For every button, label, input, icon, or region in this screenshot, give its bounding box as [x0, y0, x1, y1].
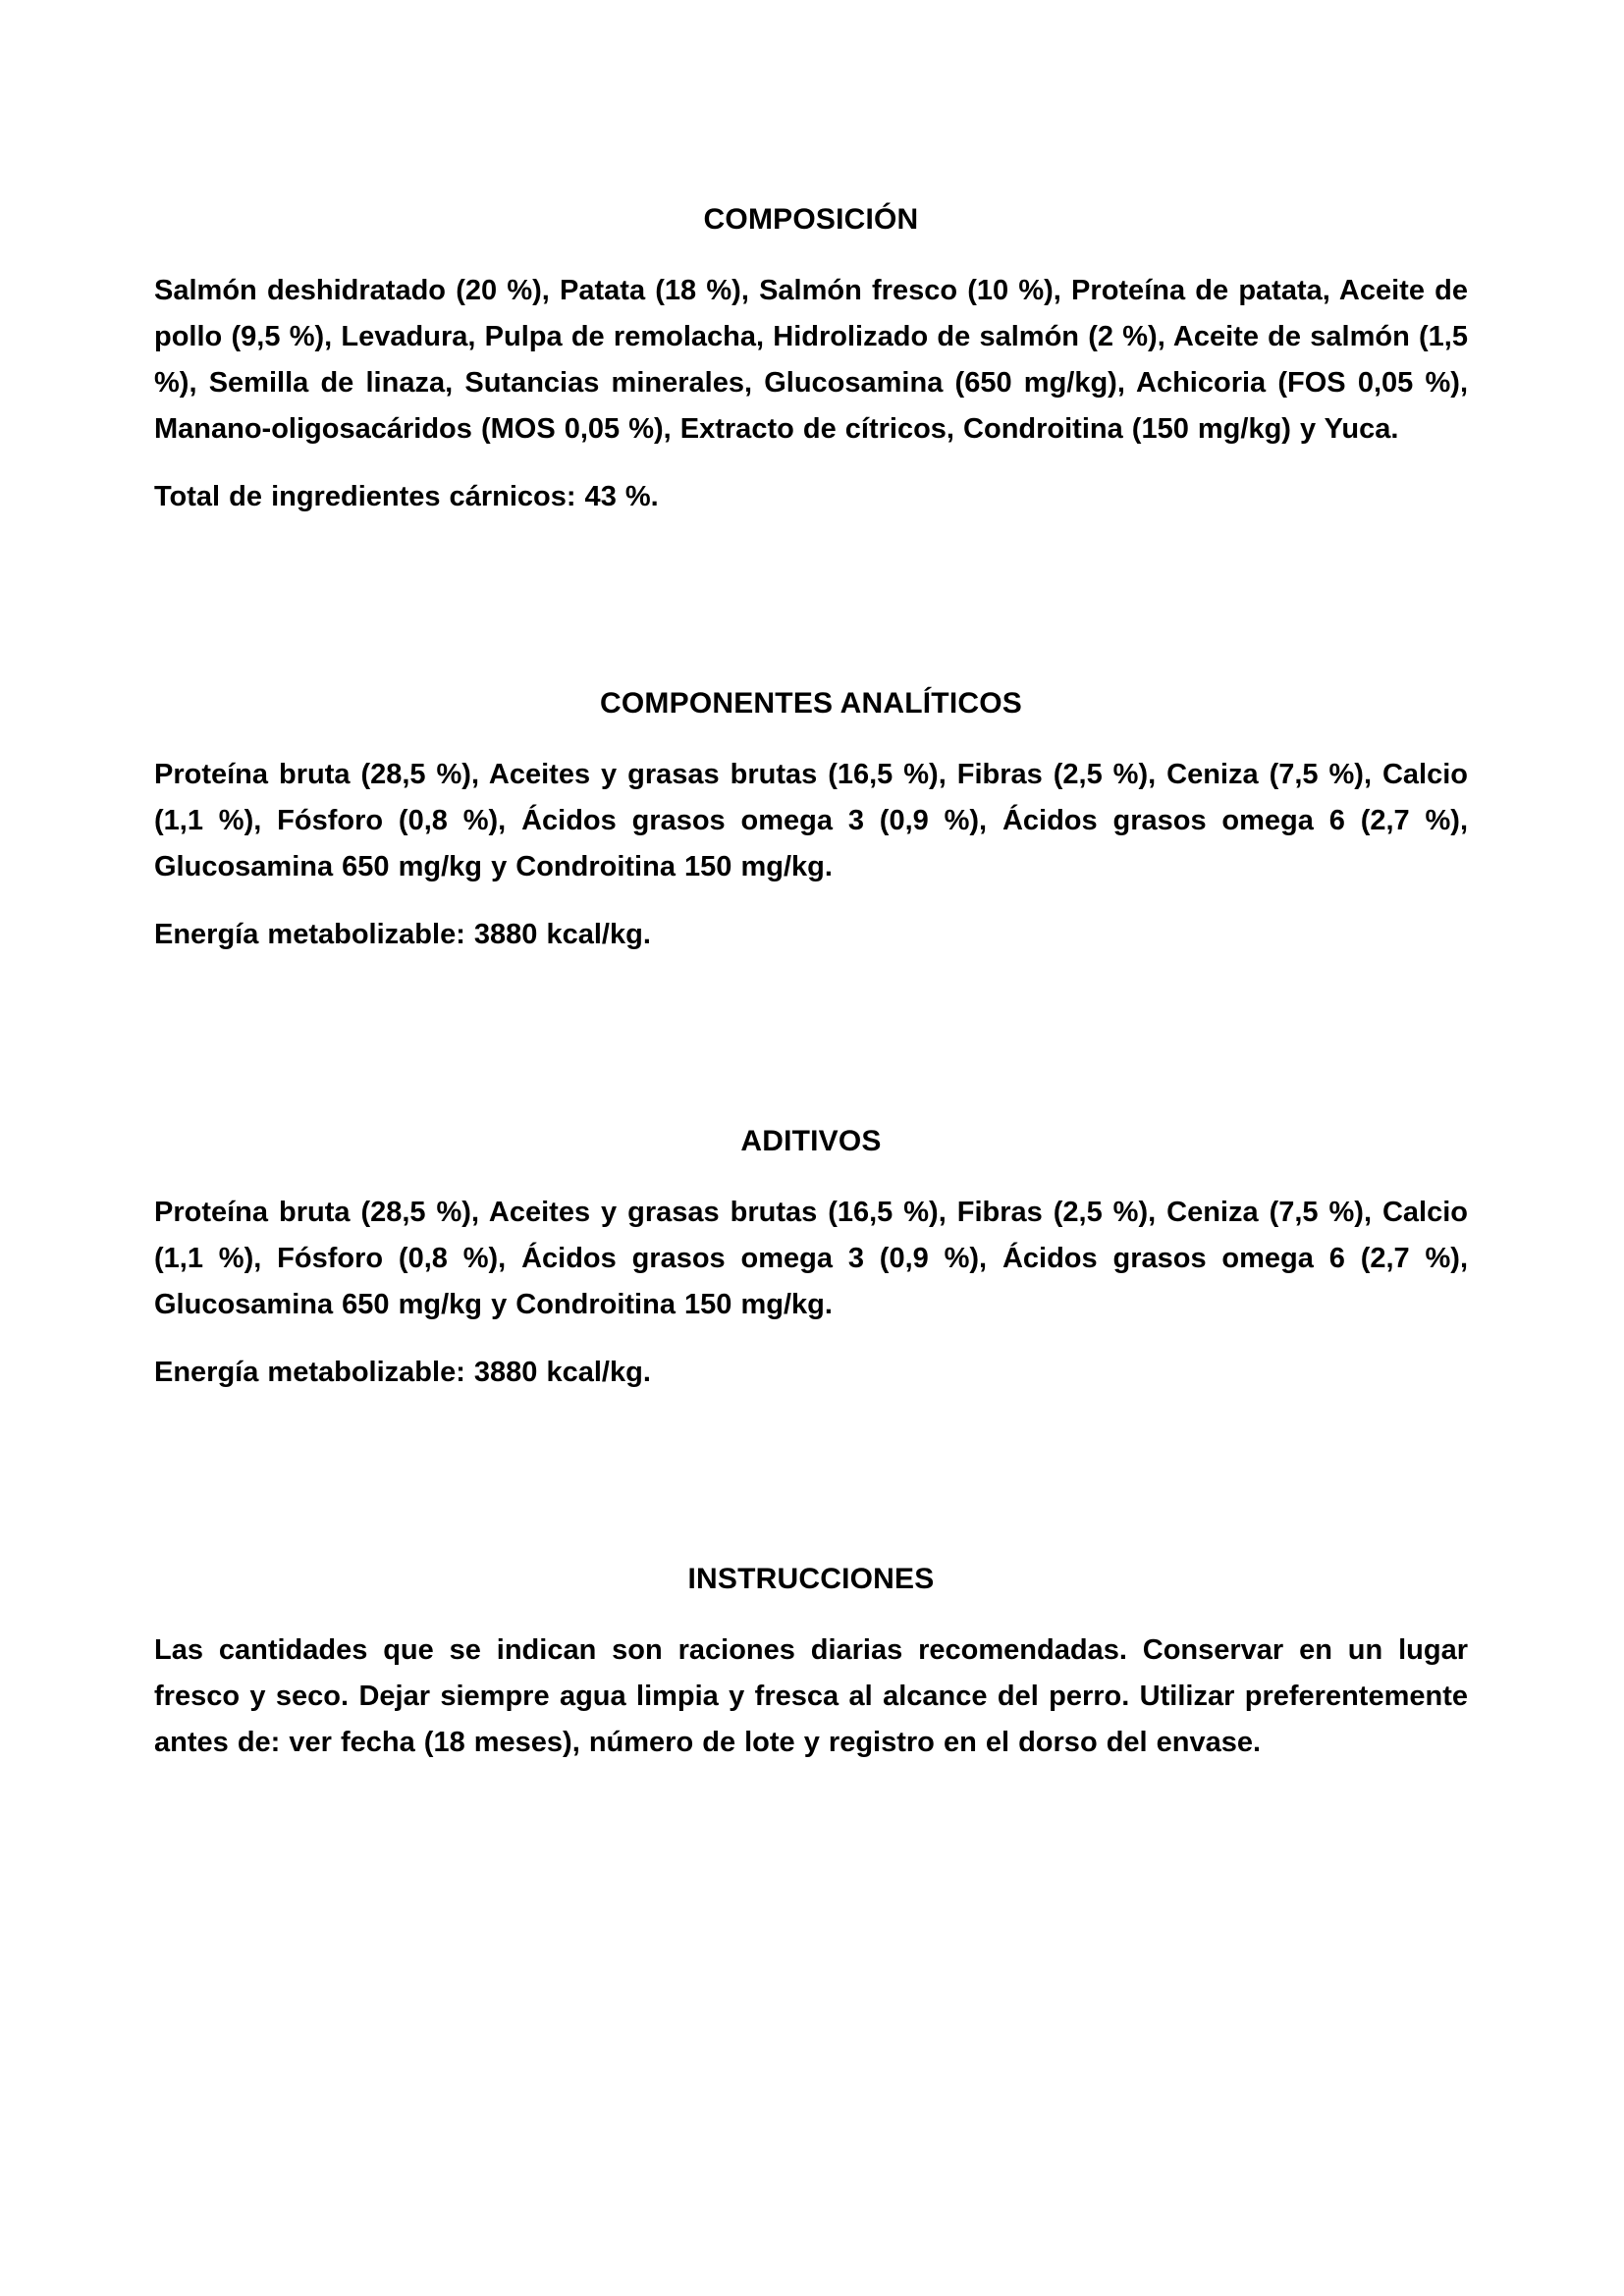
section-aditivos — [154, 1118, 1468, 1396]
section-heading-aditivos: ADITIVOS — [740, 1125, 882, 1157]
section-heading-instrucciones: INSTRUCCIONES — [687, 1563, 935, 1595]
componentes-analiticos-paragraph: Proteína bruta (28,5 %), Aceites y grasas brutas (16,5 %), Fibras (2,5 %), Ceniza (7,5 %), Calcio (1,1 %), Fósforo (0,8 %), Ácidos grasos omega 3 (0,9 %), Ácidos grasos omega 6 (2,7 %), Glucosamina 650 mg/kg y Condroitina 150 mg/kg. — [154, 759, 1468, 882]
composicion-total-carnicos-paragraph: Total de ingredientes cárnicos: 43 %. — [154, 481, 659, 512]
section-componentes-analiticos — [154, 680, 1468, 958]
instrucciones-paragraph: Las cantidades que se indican son raciones diarias recomendadas. Conservar en un lugar fresco y seco. Dejar siempre agua limpia y fresca al alcance del perro. Utilizar preferentemente antes de: ver fecha (18 meses), número de lote y registro en el dorso del envase. — [154, 1634, 1468, 1758]
section-composicion — [154, 196, 1468, 520]
section-heading-componentes-analiticos: COMPONENTES ANALÍTICOS — [600, 687, 1022, 720]
composicion-ingredients-paragraph: Salmón deshidratado (20 %), Patata (18 %), Salmón fresco (10 %), Proteína de patata, Aceite de pollo (9,5 %), Levadura, Pulpa de remolacha, Hidrolizado de salmón (2 %), Aceite de salmón (1,5 %), Semilla de linaza, Sutancias minerales, Glucosamina (650 mg/kg), Achicoria (FOS 0,05 %), Manano-oligosacáridos (MOS 0,05 %), Extracto de cítricos, Condroitina (150 mg/kg) y Yuca. — [154, 275, 1468, 445]
section-heading-composicion: COMPOSICIÓN — [703, 203, 919, 236]
section-instrucciones — [154, 1556, 1468, 1766]
componentes-energia-paragraph: Energía metabolizable: 3880 kcal/kg. — [154, 919, 651, 950]
aditivos-paragraph: Proteína bruta (28,5 %), Aceites y grasas brutas (16,5 %), Fibras (2,5 %), Ceniza (7,5 %), Calcio (1,1 %), Fósforo (0,8 %), Ácidos grasos omega 3 (0,9 %), Ácidos grasos omega 6 (2,7 %), Glucosamina 650 mg/kg y Condroitina 150 mg/kg. — [154, 1197, 1468, 1320]
aditivos-energia-paragraph: Energía metabolizable: 3880 kcal/kg. — [154, 1357, 651, 1388]
